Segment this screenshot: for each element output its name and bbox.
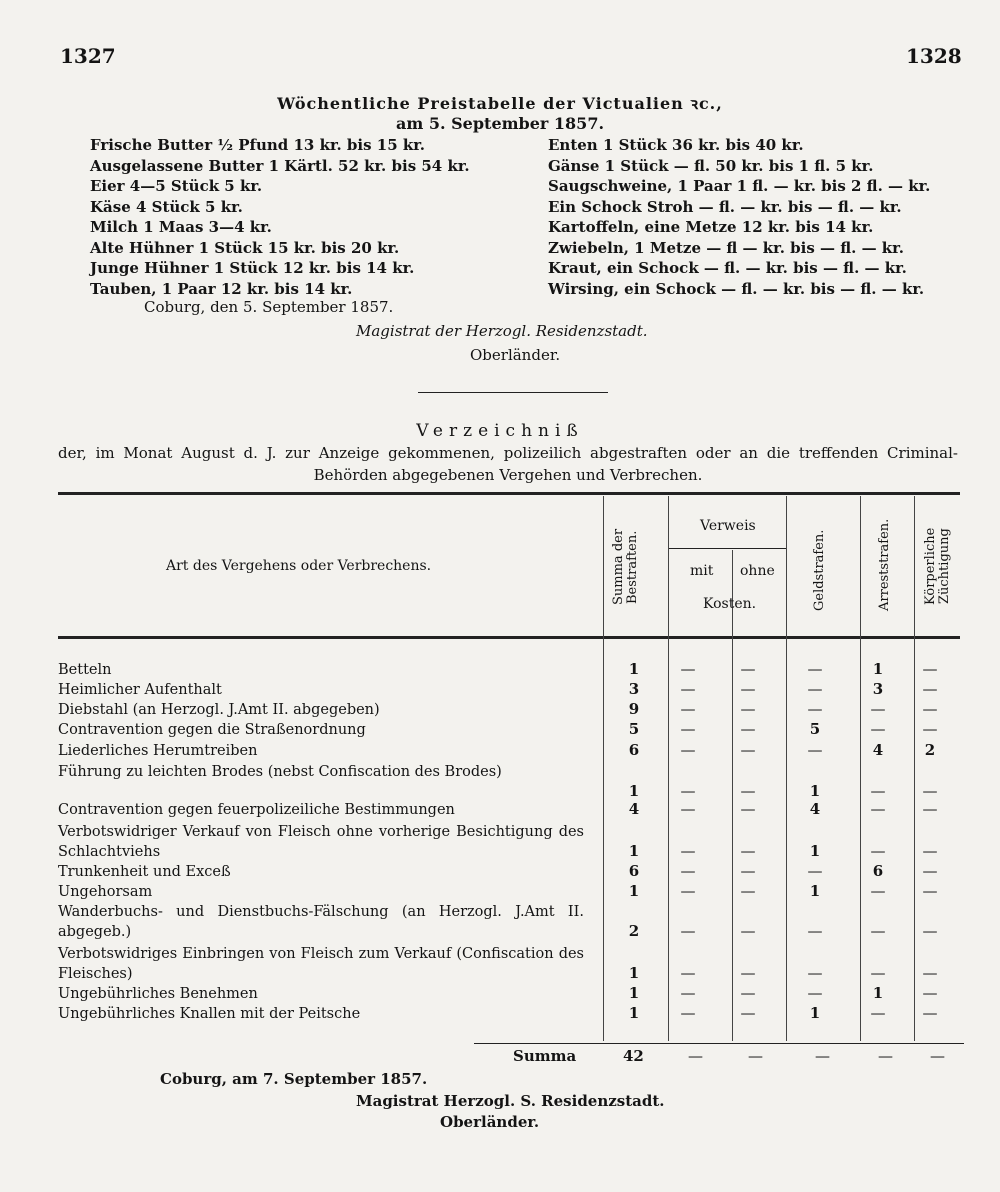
cell-arrest: — xyxy=(870,922,886,940)
cell-geld: 5 xyxy=(809,720,821,738)
cell-summa: 3 xyxy=(628,680,640,698)
list-signature: Oberländer. xyxy=(440,1113,540,1131)
cell-arrest: — xyxy=(870,964,886,982)
cell-ohne: — xyxy=(740,800,756,818)
cell-koerper: 2 xyxy=(924,741,936,759)
cell-arrest: — xyxy=(870,720,886,738)
cell-mit: — xyxy=(680,680,696,698)
offense-label: Diebstahl (an Herzogl. J.Amt II. abgegeben) xyxy=(58,702,380,718)
offense-label: Trunkenheit und Exceß xyxy=(58,864,231,880)
total-ohne: — xyxy=(748,1047,763,1065)
cell-ohne: — xyxy=(740,700,756,718)
header-summa: Summa der Bestraften. xyxy=(611,528,640,606)
price-item: Tauben, 1 Paar 12 kr. bis 14 kr. xyxy=(90,279,353,298)
cell-arrest: — xyxy=(870,782,886,800)
cell-summa: 1 xyxy=(628,882,640,900)
cell-ohne: — xyxy=(740,680,756,698)
cell-summa: 5 xyxy=(628,720,640,738)
offense-label: Contravention gegen feuerpolizeiliche Bestimmungen xyxy=(58,802,455,818)
header-art: Art des Vergehens oder Verbrechens. xyxy=(166,558,432,574)
section-divider xyxy=(418,392,608,393)
cell-mit: — xyxy=(680,720,696,738)
cell-mit: — xyxy=(680,700,696,718)
offense-label: Betteln xyxy=(58,662,112,678)
cell-ohne: — xyxy=(740,782,756,800)
cell-arrest: — xyxy=(870,882,886,900)
verweis-divider xyxy=(669,548,786,549)
header-ohne: ohne xyxy=(740,563,775,579)
cell-summa: 1 xyxy=(628,984,640,1002)
cell-arrest: 6 xyxy=(872,862,884,880)
cell-geld: 1 xyxy=(809,842,821,860)
cell-ohne: — xyxy=(740,984,756,1002)
cell-geld: 1 xyxy=(809,782,821,800)
cell-arrest: — xyxy=(870,800,886,818)
total-arrest: — xyxy=(878,1047,893,1065)
cell-summa: 9 xyxy=(628,700,640,718)
table-header-rule xyxy=(58,636,960,639)
price-signature: Oberländer. xyxy=(470,346,561,364)
cell-arrest: 3 xyxy=(872,680,884,698)
price-item: Gänse 1 Stück — fl. 50 kr. bis 1 fl. 5 kr. xyxy=(548,156,874,175)
verzeichnis-subtitle: der, im Monat August d. J. zur Anzeige gekommenen, polizeilich abgestraften oder an die treffenden Criminal-Behörden abgegebenen Vergehen und Verbrechen. xyxy=(58,444,958,484)
price-item: Ein Schock Stroh — fl. — kr. bis — fl. — kr. xyxy=(548,197,902,216)
header-verweis: Verweis xyxy=(700,518,756,534)
cell-summa: 1 xyxy=(628,660,640,678)
price-item: Wirsing, ein Schock — fl. — kr. bis — fl. — kr. xyxy=(548,279,925,298)
price-item: Eier 4—5 Stück 5 kr. xyxy=(90,177,263,195)
cell-geld: — xyxy=(807,660,823,678)
cell-koerper: — xyxy=(922,842,938,860)
cell-arrest: — xyxy=(870,842,886,860)
header-mit: mit xyxy=(690,563,714,579)
cell-mit: — xyxy=(680,1004,696,1022)
cell-geld: — xyxy=(807,680,823,698)
cell-mit: — xyxy=(680,800,696,818)
header-geld: Geldstrafen. xyxy=(812,529,827,611)
col-divider xyxy=(668,496,669,1041)
verzeichnis-title: Verzeichniß xyxy=(416,421,584,441)
cell-mit: — xyxy=(680,842,696,860)
price-list-right xyxy=(548,135,930,299)
cell-geld: — xyxy=(807,922,823,940)
col-divider xyxy=(860,496,861,1041)
table-top-rule xyxy=(58,492,960,495)
price-item: Kartoffeln, eine Metze 12 kr. bis 14 kr. xyxy=(548,218,874,236)
cell-ohne: — xyxy=(740,882,756,900)
col-divider xyxy=(914,496,915,1041)
col-divider xyxy=(732,550,733,1041)
cell-geld: 1 xyxy=(809,1004,821,1022)
cell-koerper: — xyxy=(922,984,938,1002)
offense-label: Führung zu leichten Brodes (nebst Confiscation des Brodes) xyxy=(58,764,502,780)
price-item: Käse 4 Stück 5 kr. xyxy=(90,197,243,216)
cell-koerper: — xyxy=(922,680,938,698)
cell-ohne: — xyxy=(740,922,756,940)
cell-summa: 1 xyxy=(628,1004,640,1022)
cell-summa: 6 xyxy=(628,862,640,880)
cell-mit: — xyxy=(680,984,696,1002)
offense-label: Liederliches Herumtreiben xyxy=(58,743,258,759)
page-number-left: 1327 xyxy=(60,44,116,68)
price-authority: Magistrat der Herzogl. Residenzstadt. xyxy=(356,322,648,340)
list-authority: Magistrat Herzogl. S. Residenzstadt. xyxy=(356,1092,665,1110)
cell-geld: — xyxy=(807,862,823,880)
cell-ohne: — xyxy=(740,964,756,982)
cell-arrest: — xyxy=(870,1004,886,1022)
cell-mit: — xyxy=(680,741,696,759)
cell-geld: — xyxy=(807,700,823,718)
offense-label: Wanderbuchs- und Dienstbuchs-Fälschung (an Herzogl. J.Amt II. abgegeb.) xyxy=(58,904,584,940)
price-item: Zwiebeln, 1 Metze — fl — kr. bis — fl. — kr. xyxy=(548,238,904,257)
price-place-date: Coburg, den 5. September 1857. xyxy=(144,298,394,316)
cell-summa: 6 xyxy=(628,741,640,759)
total-rule xyxy=(474,1043,964,1044)
total-summa: 42 xyxy=(623,1047,644,1065)
price-table-date: am 5. September 1857. xyxy=(395,114,605,133)
page-number-right: 1328 xyxy=(906,44,962,68)
cell-summa: 1 xyxy=(628,842,640,860)
cell-koerper: — xyxy=(922,700,938,718)
cell-mit: — xyxy=(680,660,696,678)
cell-koerper: — xyxy=(922,882,938,900)
cell-koerper: — xyxy=(922,1004,938,1022)
cell-ohne: — xyxy=(740,660,756,678)
price-item: Junge Hühner 1 Stück 12 kr. bis 14 kr. xyxy=(90,259,415,277)
price-item: Kraut, ein Schock — fl. — kr. bis — fl. — kr. xyxy=(548,259,907,277)
cell-ohne: — xyxy=(740,862,756,880)
cell-summa: 2 xyxy=(628,922,640,940)
cell-koerper: — xyxy=(922,782,938,800)
cell-mit: — xyxy=(680,782,696,800)
cell-koerper: — xyxy=(922,720,938,738)
cell-summa: 1 xyxy=(628,964,640,982)
cell-geld: — xyxy=(807,984,823,1002)
price-item: Ausgelassene Butter 1 Kärtl. 52 kr. bis 54 kr. xyxy=(90,156,470,175)
offense-label: Heimlicher Aufenthalt xyxy=(58,682,222,698)
cell-koerper: — xyxy=(922,964,938,982)
offense-label: Ungebührliches Benehmen xyxy=(58,986,258,1002)
cell-ohne: — xyxy=(740,1004,756,1022)
col-divider xyxy=(786,496,787,1041)
cell-geld: 1 xyxy=(809,882,821,900)
cell-mit: — xyxy=(680,882,696,900)
price-item: Frische Butter ½ Pfund 13 kr. bis 15 kr. xyxy=(90,136,426,154)
price-item: Enten 1 Stück 36 kr. bis 40 kr. xyxy=(548,136,804,154)
cell-arrest: 4 xyxy=(872,741,884,759)
cell-koerper: — xyxy=(922,800,938,818)
offense-label: Verbotswidriger Verkauf von Fleisch ohne vorherige Besichtigung des Schlachtviehs xyxy=(58,824,584,860)
total-koerper: — xyxy=(930,1047,945,1065)
cell-geld: — xyxy=(807,964,823,982)
price-item: Milch 1 Maas 3—4 kr. xyxy=(90,218,272,236)
total-label: Summa xyxy=(513,1047,577,1065)
cell-mit: — xyxy=(680,862,696,880)
price-item: Saugschweine, 1 Paar 1 fl. — kr. bis 2 fl. — kr. xyxy=(548,177,931,195)
total-geld: — xyxy=(815,1047,830,1065)
cell-koerper: — xyxy=(922,862,938,880)
col-divider xyxy=(603,496,604,1041)
cell-mit: — xyxy=(680,922,696,940)
header-kosten: Kosten. xyxy=(703,596,757,612)
cell-arrest: 1 xyxy=(872,660,884,678)
offense-label: Ungehorsam xyxy=(58,884,153,900)
cell-arrest: — xyxy=(870,700,886,718)
cell-ohne: — xyxy=(740,842,756,860)
header-arrest: Arreststrafen. xyxy=(877,518,892,612)
price-list-left xyxy=(90,135,470,299)
cell-mit: — xyxy=(680,964,696,982)
offense-label: Ungebührliches Knallen mit der Peitsche xyxy=(58,1006,361,1022)
offense-label: Verbotswidriges Einbringen von Fleisch zum Verkauf (Confiscation des Fleisches) xyxy=(58,946,584,982)
cell-ohne: — xyxy=(740,741,756,759)
price-item: Alte Hühner 1 Stück 15 kr. bis 20 kr. xyxy=(90,238,400,257)
header-koerper: Körperliche Züchtigung xyxy=(923,527,952,605)
price-table-title: Wöchentliche Preistabelle der Victualien ꝛc., xyxy=(277,94,723,113)
offense-label: Contravention gegen die Straßenordnung xyxy=(58,722,366,738)
cell-koerper: — xyxy=(922,660,938,678)
cell-summa: 4 xyxy=(628,800,640,818)
total-mit: — xyxy=(688,1047,703,1065)
cell-ohne: — xyxy=(740,720,756,738)
cell-summa: 1 xyxy=(628,782,640,800)
cell-arrest: 1 xyxy=(872,984,884,1002)
list-place-date: Coburg, am 7. September 1857. xyxy=(160,1070,428,1088)
cell-koerper: — xyxy=(922,922,938,940)
cell-geld: — xyxy=(807,741,823,759)
cell-geld: 4 xyxy=(809,800,821,818)
